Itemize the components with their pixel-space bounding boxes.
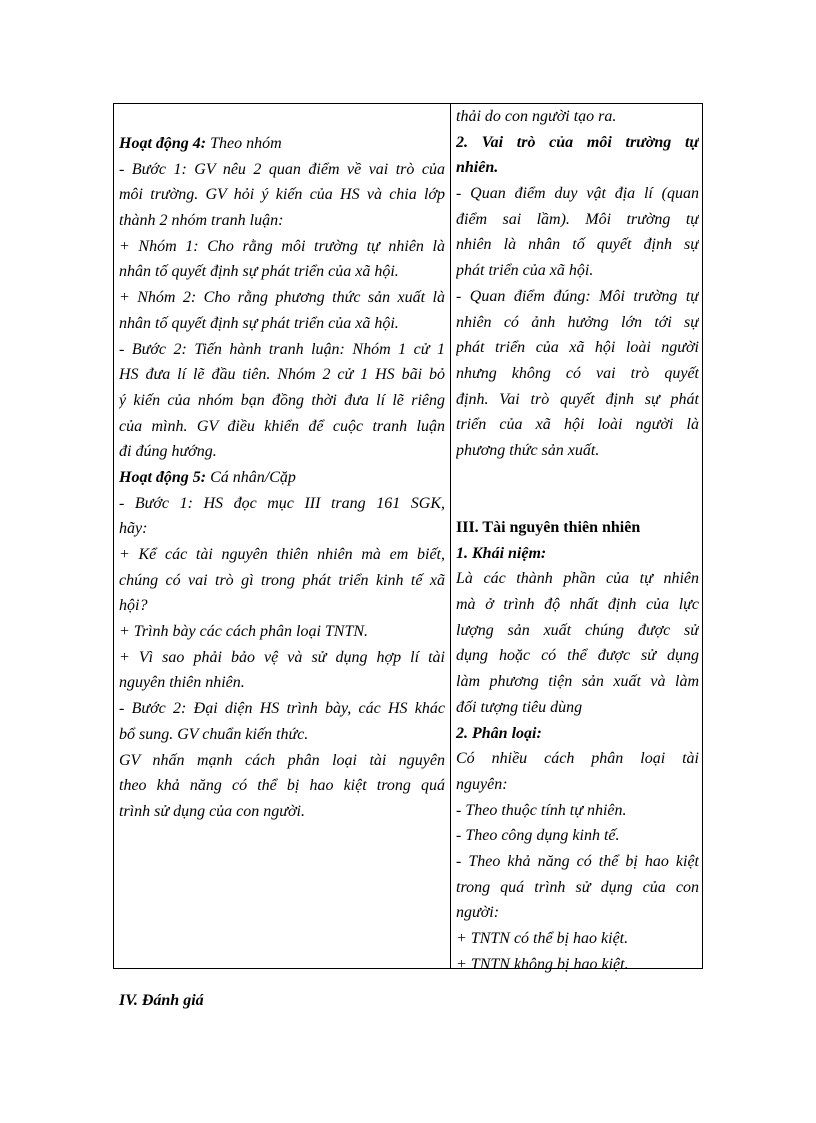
text-line: chúng có vai trò gì trong phát triển kinh tế xã [119,571,445,589]
spacer [456,489,699,515]
text-line: hãy: [119,520,148,538]
text-line: + Kể các tài nguyên thiên nhiên mà em biết, [119,546,445,564]
text-line: - Theo khả năng có thể bị hao kiệt [456,853,699,870]
subsection-heading: 2. Phân loại: [456,724,542,742]
text-line: HS đưa lí lẽ đầu tiên. Nhóm 2 cử 1 HS bãi bỏ [119,366,445,384]
teacher-activities-column [119,131,445,825]
text-line: nguyên thiên nhiên. [119,674,245,692]
text-line: nhưng không có vai trò quyết [456,364,699,382]
text-line: dụng hoặc có thể được sử dụng [456,647,699,665]
text-line: phát triển của xã hội loài người [456,339,699,357]
text-line: người: [456,904,500,922]
text-line: - Bước 1: HS đọc mục III trang 161 SGK, [119,494,445,512]
text-line: làm phương tiện sản xuất và làm [456,673,699,691]
text-line: theo khả năng có thể bị hao kiệt trong quá [119,777,445,795]
text-line: phát triển của xã hội. [456,262,594,280]
section-heading: 2. Vai trò của môi trường tự [456,133,699,151]
subsection-heading: 1. Khái niệm: [456,544,547,562]
text-line: trong quá trình sử dụng của con [456,878,699,896]
text-line: GV nhấn mạnh cách phân loại tài nguyên [119,751,445,769]
text-line: - Quan điểm duy vật địa lí (quan [456,185,699,203]
text-line: nhân tố quyết định sự phát triển của xã hội. [119,314,399,332]
text-line: - Quan điểm đúng: Môi trường tự [456,287,699,305]
section-heading: III. Tài nguyên thiên nhiên [456,519,641,537]
text-line: nhiên là nhân tố quyết định sự [456,236,699,254]
section-heading: nhiên. [456,159,499,177]
text-line: điểm sai lầm). Môi trường tự [456,210,699,228]
text-line: định. Vai trò quyết định sự phát [456,390,699,408]
text-line: + Trình bày các cách phân loại TNTN. [119,623,369,641]
text-line: Là các thành phần của tự nhiên [456,570,699,588]
text-line: mà ở trình độ nhất định của lực [456,596,699,614]
lesson-table [113,103,703,973]
text-line: - Bước 1: GV nêu 2 quan điểm về vai trò của [119,160,445,178]
text-line: + Nhóm 1: Cho rằng môi trường tự nhiên là [119,237,445,255]
text-line: phương thức sản xuất. [456,441,600,459]
text-line: ý kiến của nhóm bạn đồng thời đưa lí lẽ riêng [119,391,445,409]
section-heading-assessment: IV. Đánh giá [119,992,204,1009]
text-line: nguyên: [456,775,508,793]
text-line: nhân tố quyết định sự phát triển của xã hội. [119,263,399,281]
text-line: bổ sung. GV chuẩn kiến thức. [119,725,309,743]
activity-4-heading: Hoạt động 4: Theo nhóm [119,135,282,152]
text-line: - Bước 2: Tiến hành tranh luận: Nhóm 1 cử 1 [119,340,445,358]
text-line: + TNTN có thể bị hao kiệt. [456,930,629,948]
text-line: Có nhiều cách phân loại tài [456,750,699,768]
text-line: đi đúng hướng. [119,443,217,461]
text-line: - Theo thuộc tính tự nhiên. [456,801,627,819]
text-line: + TNTN không bị hao kiệt. [456,955,629,973]
text-line: + Nhóm 2: Cho rằng phương thức sản xuất là [119,289,445,307]
text-line: đối tượng tiêu dùng [456,698,583,716]
column-divider [450,104,451,968]
spacer [456,464,699,490]
text-line: thành 2 nhóm tranh luận: [119,212,284,230]
text-line: môi trường. GV hỏi ý kiến của HS và chia lớp [119,186,445,204]
text-line: + Vì sao phải bảo vệ và sử dụng hợp lí tài [119,648,445,666]
content-column [456,104,699,977]
text-line: của mình. GV điều khiển để cuộc tranh luận [119,417,445,435]
text-line: thải do con người tạo ra. [456,108,617,125]
text-line: - Bước 2: Đại diện HS trình bày, các HS khác [119,700,445,718]
text-line: trình sử dụng của con người. [119,802,305,820]
activity-5-heading: Hoạt động 5: Cá nhân/Cặp [119,468,296,486]
text-line: lượng sản xuất chúng được sử [456,621,699,639]
text-line: triển của xã hội loài người là [456,416,699,434]
text-line: hội? [119,597,148,615]
text-line: nhiên có ảnh hưởng lớn tới sự [456,313,699,331]
text-line: - Theo công dụng kinh tế. [456,827,620,845]
